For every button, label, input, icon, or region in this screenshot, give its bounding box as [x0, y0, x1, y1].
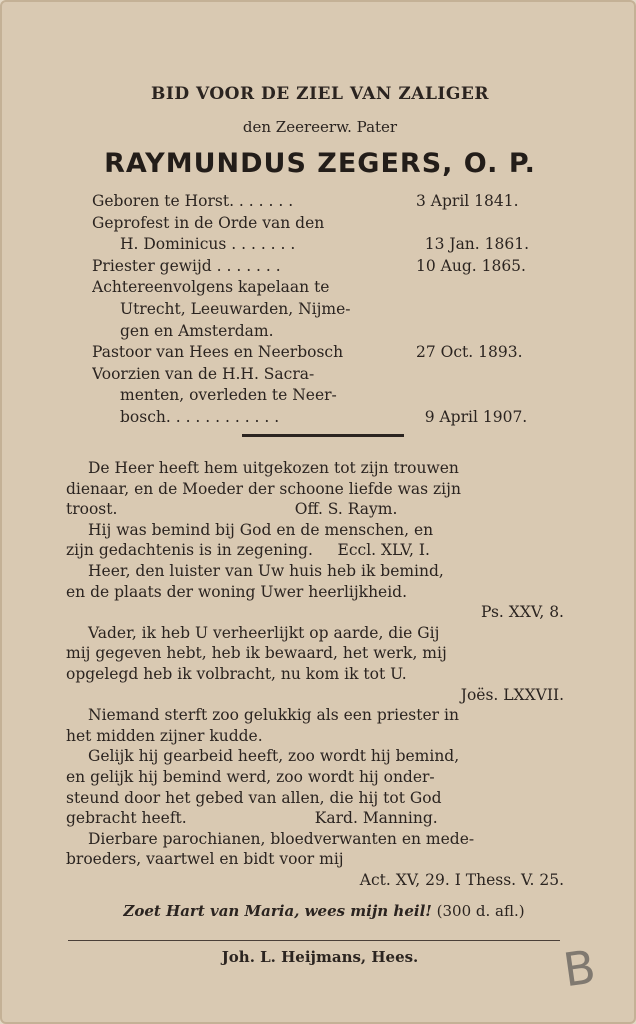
- bio-entry: gen en Amsterdam.: [120, 321, 274, 340]
- bio-date: [425, 385, 562, 407]
- bio-date: [416, 213, 562, 235]
- text-line: Vader, ik heb U verheerlijkt op aarde, die Gij: [88, 623, 440, 642]
- text-line: mij gegeven hebt, heb ik bewaard, het werk, mij: [66, 644, 447, 663]
- text-line: gebracht heeft. Kard. Manning.: [66, 809, 438, 828]
- honorific-line: den Zeereerw. Pater: [242, 118, 398, 136]
- text-line: het midden zijner kudde.: [66, 726, 263, 745]
- text-line: en gelijk hij bemind werd, zoo wordt hij onder-: [66, 767, 435, 786]
- footer-rule: [68, 940, 560, 941]
- bio-row: [92, 342, 562, 364]
- text-line: De Heer heeft hem uitgekozen tot zijn trouwen: [88, 459, 459, 477]
- bio-entry: Priester gewijd . . . . . . .: [92, 256, 281, 275]
- handwritten-mark: B: [560, 939, 599, 998]
- bio-row: [92, 385, 562, 407]
- citation-line: Ps. XXV, 8.: [480, 603, 564, 622]
- motto-line: [66, 902, 582, 920]
- text-line: steund door het gebed van allen, die hij tot God: [66, 788, 442, 807]
- bio-row: [92, 364, 562, 386]
- bio-row: [92, 407, 562, 429]
- prayer-heading: BID VOOR DE ZIEL VAN ZALIGER: [151, 84, 489, 104]
- scripture-text: [66, 458, 582, 890]
- printer-name: Joh. L. Heijmans, Hees.: [221, 948, 419, 966]
- bio-row: [92, 256, 562, 278]
- bio-row: [92, 321, 562, 343]
- text-line: Hij was bemind bij God en de menschen, en: [88, 520, 434, 539]
- text-line: Heer, den luister van Uw huis heb ik bemind,: [88, 561, 444, 580]
- text-line: zijn gedachtenis is in zegening. Eccl. XLV, I.: [66, 541, 430, 560]
- bio-entry: menten, overleden te Neer-: [120, 386, 337, 405]
- bio-row: [92, 277, 562, 299]
- text-line: broeders, vaartwel en bidt voor mij: [66, 850, 344, 869]
- bio-entry: Voorzien van de H.H. Sacra-: [92, 364, 315, 383]
- bio-entry: Geprofest in de Orde van den: [92, 213, 325, 232]
- bio-date: [425, 299, 562, 321]
- text-line: Dierbare parochianen, bloedverwanten en mede-: [88, 829, 475, 848]
- bio-entry: Geboren te Horst. . . . . . .: [92, 192, 294, 210]
- text-line: dienaar, en de Moeder der schoone liefde was zijn: [66, 479, 461, 498]
- bio-date: 3 April 1841.: [416, 192, 519, 210]
- text-line: troost. Off. S. Raym.: [66, 500, 398, 519]
- citation-line: Joës. LXXVII.: [460, 685, 564, 704]
- bio-entry: Achtereenvolgens kapelaan te: [92, 278, 330, 297]
- bio-date: [416, 277, 562, 299]
- text-line: en de plaats der woning Uwer heerlijkheid.: [66, 582, 408, 601]
- bio-date: 13 Jan. 1861.: [424, 235, 530, 254]
- indulgence-note: (300 d. afl.): [436, 902, 525, 920]
- text-line: Gelijk hij gearbeid heeft, zoo wordt hij bemind,: [88, 747, 460, 766]
- divider-rule: [242, 434, 404, 437]
- bio-entry: Pastoor van Hees en Neerbosch: [92, 343, 344, 362]
- bio-date: 9 April 1907.: [424, 407, 528, 426]
- text-line: opgelegd heb ik volbracht, nu kom ik tot U.: [66, 664, 407, 683]
- biography-list: [92, 191, 562, 429]
- bio-date: 27 Oct. 1893.: [416, 343, 523, 362]
- bio-entry: bosch. . . . . . . . . . . .: [120, 407, 280, 426]
- deceased-name: RAYMUNDUS ZEGERS, O. P.: [104, 148, 536, 179]
- motto-text: Zoet Hart van Maria, wees mijn heil!: [123, 902, 432, 920]
- text-line: Niemand sterft zoo gelukkig als een priester in: [88, 706, 459, 725]
- bio-row: [92, 299, 562, 321]
- bio-row: [92, 191, 562, 213]
- bio-date: 10 Aug. 1865.: [416, 256, 526, 275]
- bio-row: [92, 213, 562, 235]
- bio-entry: Utrecht, Leeuwarden, Nijme-: [120, 299, 351, 318]
- bio-date: [425, 321, 562, 343]
- bio-entry: H. Dominicus . . . . . . .: [120, 235, 296, 254]
- bio-row: [92, 234, 562, 256]
- bio-date: [416, 364, 562, 386]
- citation-line: Act. XV, 29. I Thess. V. 25.: [359, 870, 564, 889]
